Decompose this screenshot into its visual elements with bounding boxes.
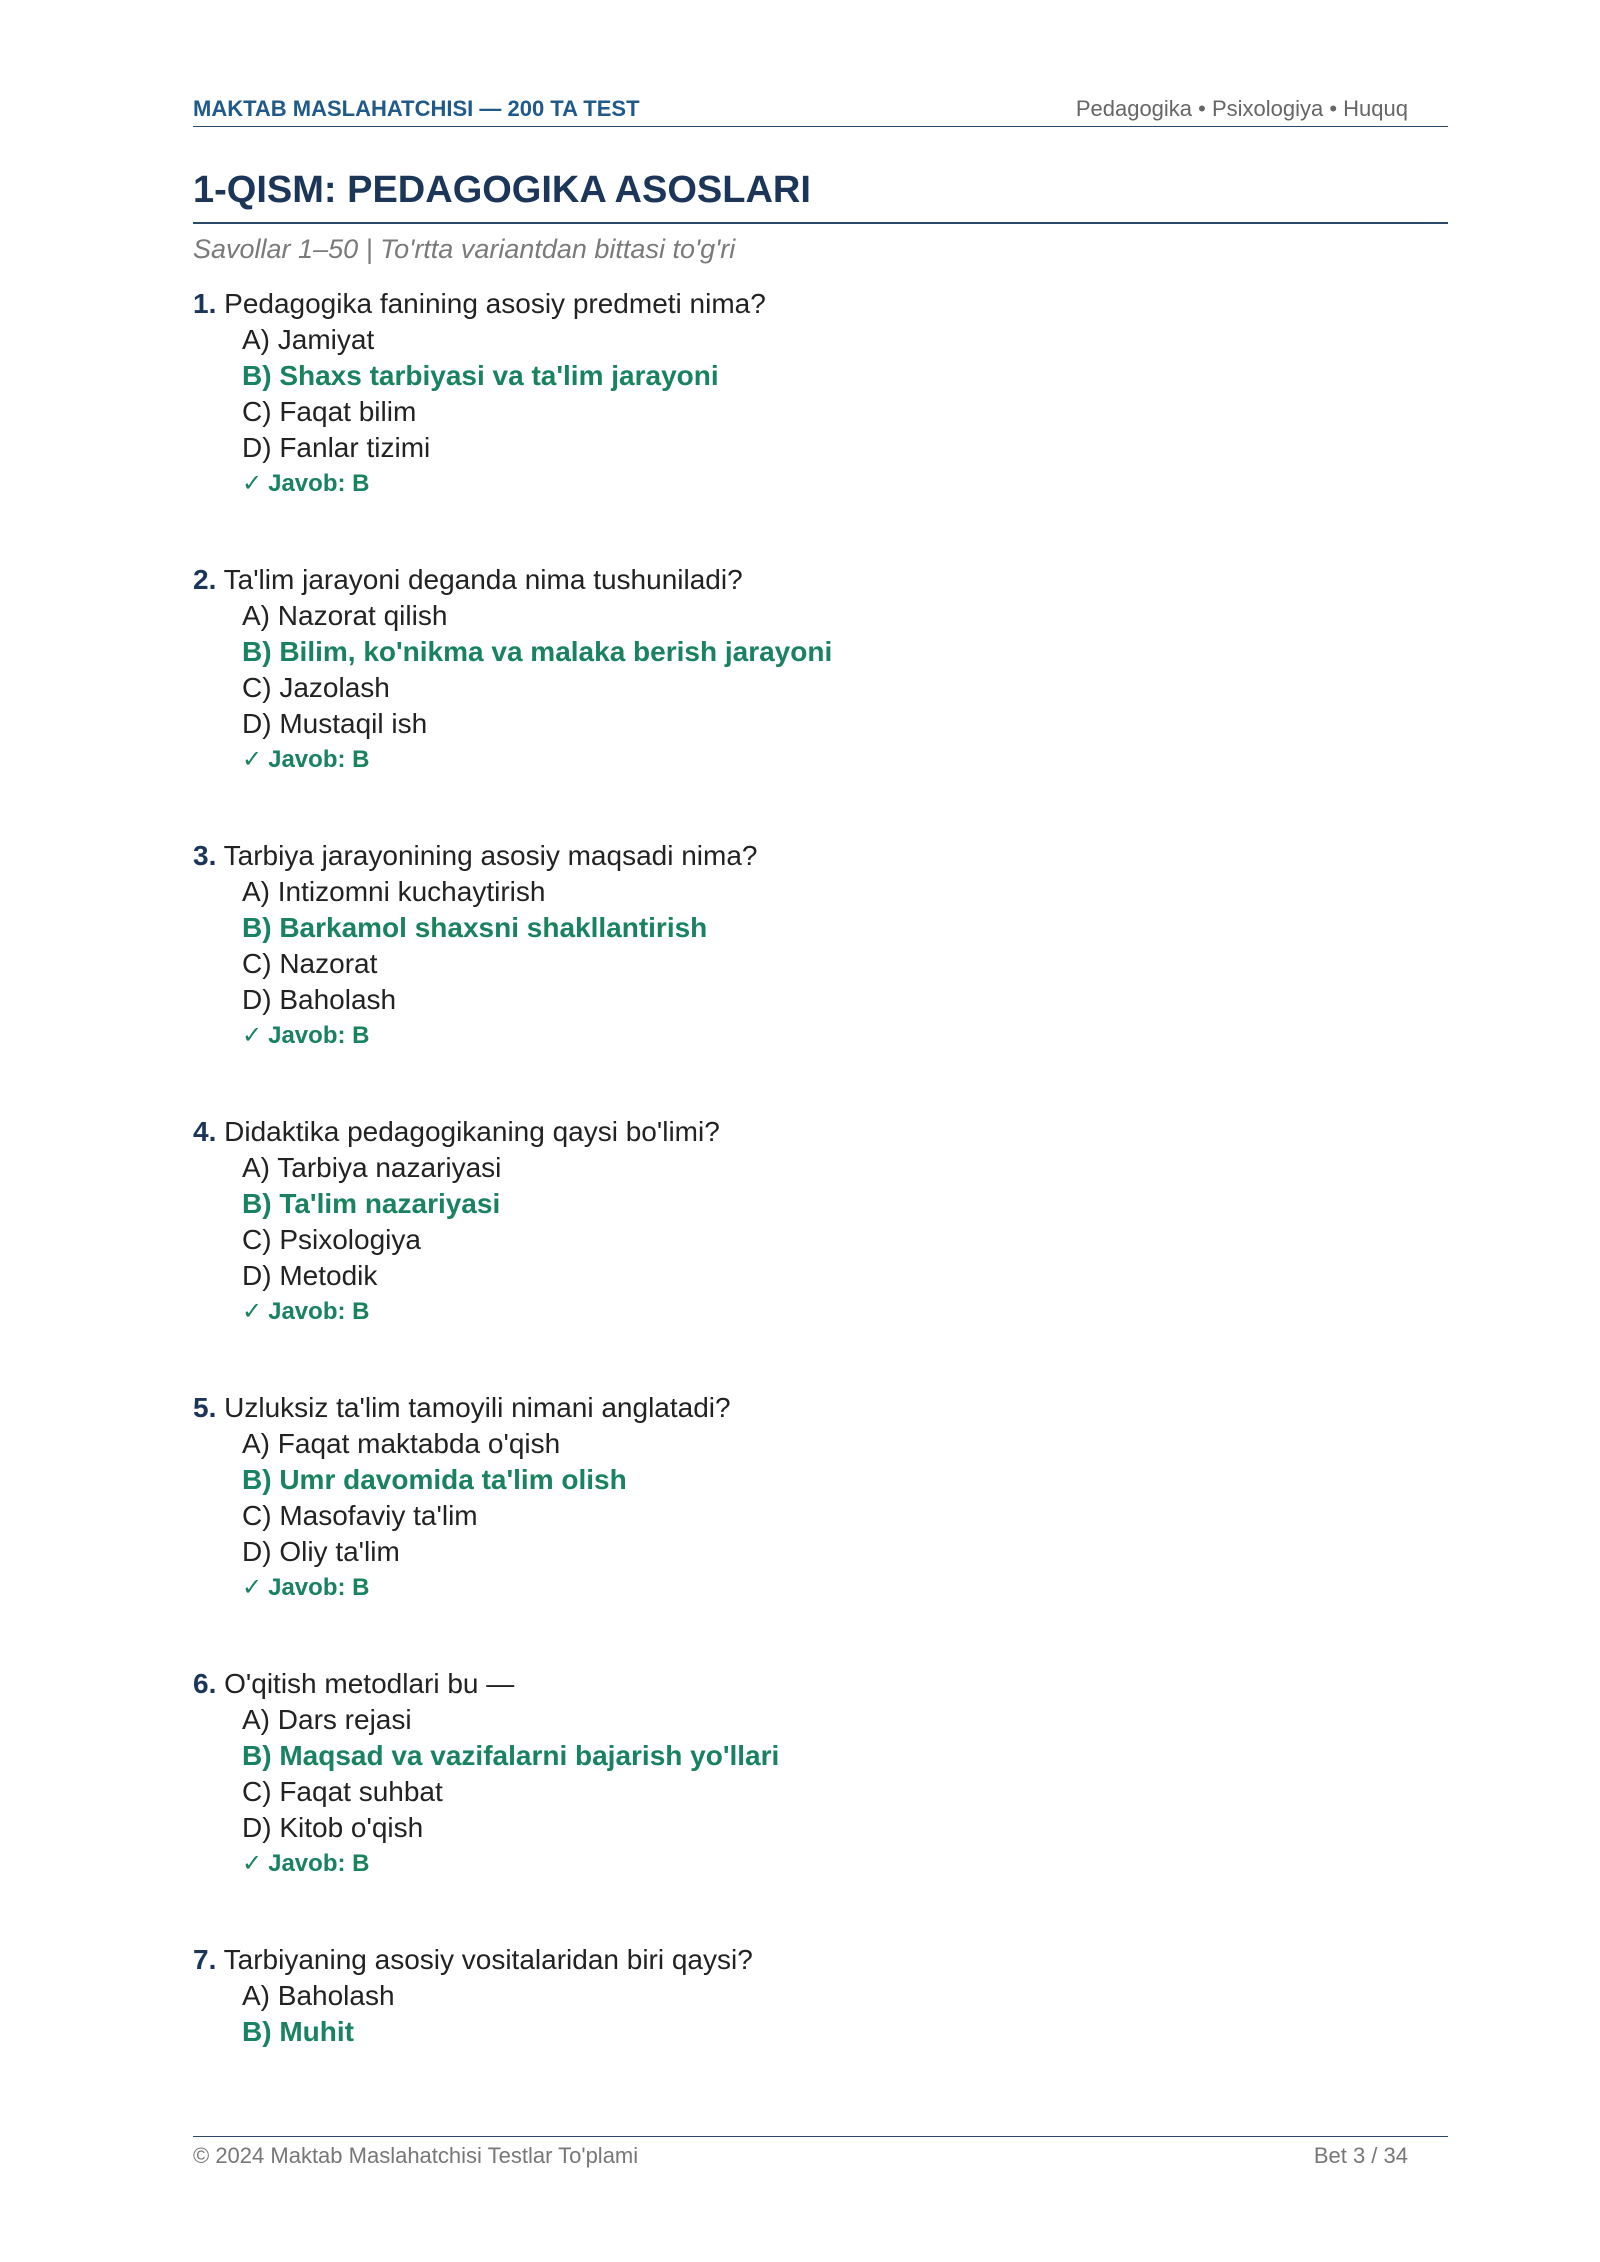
option-c: C) Psixologiya	[242, 1224, 421, 1255]
option-c: C) Faqat suhbat	[242, 1776, 443, 1807]
question-line	[193, 1390, 1448, 1426]
answer-line	[242, 1018, 1448, 1054]
question-text: Pedagogika fanining asosiy predmeti nima?	[224, 288, 766, 319]
options-list	[242, 1978, 1448, 2050]
question-text: Tarbiya jarayonining asosiy maqsadi nima?	[223, 840, 758, 871]
question-item	[193, 562, 1448, 778]
option-d: D) Baholash	[242, 984, 397, 1015]
question-line	[193, 1114, 1448, 1150]
option-c: C) Nazorat	[242, 948, 378, 979]
option-b-correct: B) Shaxs tarbiyasi va ta'lim jarayoni	[242, 360, 719, 391]
question-item	[193, 1666, 1448, 1882]
answer-line	[242, 742, 1448, 778]
option-a: A) Faqat maktabda o'qish	[242, 1428, 561, 1459]
check-icon: ✓	[242, 1022, 263, 1049]
question-number: 3.	[193, 840, 217, 871]
section-title: 1-QISM: PEDAGOGIKA ASOSLARI	[193, 168, 1448, 224]
option-b-correct: B) Bilim, ko'nikma va malaka berish jarayoni	[242, 636, 833, 667]
check-icon: ✓	[242, 746, 263, 773]
options-list	[242, 1702, 1448, 1882]
question-item	[193, 1114, 1448, 1330]
option-a: A) Nazorat qilish	[242, 600, 448, 631]
check-icon: ✓	[242, 1298, 263, 1325]
option-d: D) Kitob o'qish	[242, 1812, 424, 1843]
question-line	[193, 1666, 1448, 1702]
option-c: C) Masofaviy ta'lim	[242, 1500, 478, 1531]
option-d: D) Oliy ta'lim	[242, 1536, 400, 1567]
question-number: 6.	[193, 1668, 217, 1699]
answer-line	[242, 1570, 1448, 1606]
options-list	[242, 874, 1448, 1054]
page-footer	[193, 2136, 1448, 2177]
answer-text: Javob: B	[268, 470, 370, 497]
check-icon: ✓	[242, 470, 263, 497]
section-subtitle: Savollar 1–50 | To'rtta variantdan bittasi to'g'ri	[193, 234, 736, 264]
question-item	[193, 286, 1448, 502]
answer-line	[242, 466, 1448, 502]
question-text: Ta'lim jarayoni deganda nima tushuniladi?	[223, 564, 743, 595]
question-text: Didaktika pedagogikaning qaysi bo'limi?	[224, 1116, 720, 1147]
option-a: A) Tarbiya nazariyasi	[242, 1152, 502, 1183]
header-title: MAKTAB MASLAHATCHISI — 200 TA TEST	[193, 96, 640, 121]
answer-text: Javob: B	[268, 1298, 370, 1325]
question-item	[193, 1390, 1448, 1606]
answer-line	[242, 1846, 1448, 1882]
option-a: A) Baholash	[242, 1980, 395, 2011]
question-text: O'qitish metodlari bu —	[224, 1668, 515, 1699]
question-item	[193, 1942, 1448, 2050]
option-d: D) Fanlar tizimi	[242, 432, 431, 463]
options-list	[242, 322, 1448, 502]
option-a: A) Dars rejasi	[242, 1704, 412, 1735]
option-a: A) Intizomni kuchaytirish	[242, 876, 546, 907]
question-line	[193, 1942, 1448, 1978]
option-b-correct: B) Muhit	[242, 2016, 354, 2047]
answer-text: Javob: B	[268, 1022, 370, 1049]
option-c: C) Jazolash	[242, 672, 390, 703]
footer-copyright: © 2024 Maktab Maslahatchisi Testlar To'plami	[193, 2143, 639, 2168]
question-number: 1.	[193, 288, 217, 319]
header-subjects: Pedagogika • Psixologiya • Huquq	[1075, 96, 1408, 121]
options-list	[242, 1150, 1448, 1330]
question-number: 7.	[193, 1944, 217, 1975]
options-list	[242, 1426, 1448, 1606]
option-b-correct: B) Ta'lim nazariyasi	[242, 1188, 501, 1219]
answer-text: Javob: B	[268, 1574, 370, 1601]
question-number: 4.	[193, 1116, 217, 1147]
answer-text: Javob: B	[268, 746, 370, 773]
question-text: Uzluksiz ta'lim tamoyili nimani anglatadi?	[224, 1392, 731, 1423]
question-line	[193, 286, 1448, 322]
option-b-correct: B) Barkamol shaxsni shakllantirish	[242, 912, 708, 943]
options-list	[242, 598, 1448, 778]
question-text: Tarbiyaning asosiy vositalaridan biri qaysi?	[223, 1944, 753, 1975]
check-icon: ✓	[242, 1574, 263, 1601]
answer-line	[242, 1294, 1448, 1330]
check-icon: ✓	[242, 1850, 263, 1877]
option-a: A) Jamiyat	[242, 324, 375, 355]
question-number: 5.	[193, 1392, 217, 1423]
page	[193, 0, 1448, 2262]
option-d: D) Mustaqil ish	[242, 708, 428, 739]
answer-text: Javob: B	[268, 1850, 370, 1877]
option-c: C) Faqat bilim	[242, 396, 417, 427]
option-b-correct: B) Umr davomida ta'lim olish	[242, 1464, 627, 1495]
option-b-correct: B) Maqsad va vazifalarni bajarish yo'llari	[242, 1740, 780, 1771]
question-item	[193, 838, 1448, 1054]
question-line	[193, 838, 1448, 874]
question-line	[193, 562, 1448, 598]
option-d: D) Metodik	[242, 1260, 378, 1291]
page-number: Bet 3 / 34	[1313, 2143, 1408, 2168]
question-number: 2.	[193, 564, 217, 595]
running-header	[193, 94, 1448, 127]
